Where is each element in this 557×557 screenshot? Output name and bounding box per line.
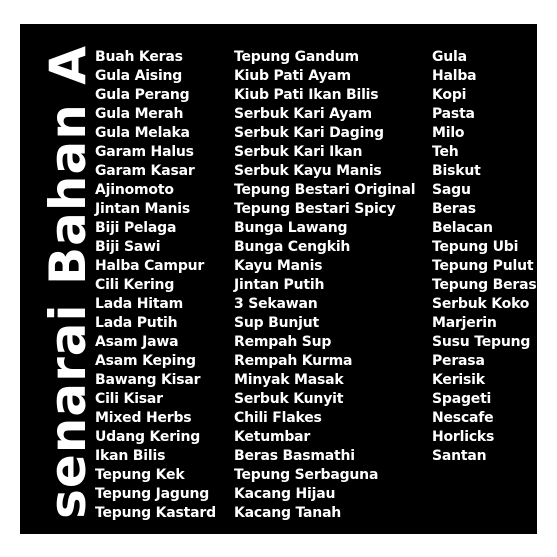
ingredient-column-1 [95, 48, 216, 523]
ingredient-item: Lada Hitam [95, 296, 183, 312]
ingredient-item: Garam Halus [95, 144, 194, 160]
ingredient-item: Serbuk Kunyit [234, 391, 344, 407]
ingredient-item: Pasta [432, 106, 475, 122]
ingredient-item: Garam Kasar [95, 163, 195, 179]
ingredient-item: Kayu Manis [234, 258, 323, 274]
ingredient-item: Serbuk Kayu Manis [234, 163, 382, 179]
ingredient-item: Tepung Pulut [432, 258, 534, 274]
ingredient-item: Serbuk Kari Ayam [234, 106, 372, 122]
ingredient-item: Ajinomoto [95, 182, 174, 198]
ingredient-item: Minyak Masak [234, 372, 344, 388]
ingredient-item: 3 Sekawan [234, 296, 318, 312]
ingredient-item: Kiub Pati Ayam [234, 68, 351, 84]
ingredient-item: Biji Pelaga [95, 220, 177, 236]
ingredient-item: Kacang Hijau [234, 486, 336, 502]
ingredient-item: Belacan [432, 220, 493, 236]
ingredient-item: Jintan Putih [234, 277, 325, 293]
ingredient-item: Marjerin [432, 315, 497, 331]
ingredient-item: Nescafe [432, 410, 494, 426]
ingredient-item: Bunga Cengkih [234, 239, 351, 255]
ingredient-item: Kopi [432, 87, 467, 103]
ingredient-item: Perasa [432, 353, 485, 369]
ingredient-item: Kiub Pati Ikan Bilis [234, 87, 379, 103]
ingredient-item: Rempah Sup [234, 334, 332, 350]
ingredient-item: Bawang Kisar [95, 372, 201, 388]
ingredient-item: Milo [432, 125, 465, 141]
ingredient-item: Beras [432, 201, 476, 217]
ingredient-item: Horlicks [432, 429, 495, 445]
ingredient-item: Asam Jawa [95, 334, 179, 350]
ingredient-item: Ikan Bilis [95, 448, 166, 464]
ingredient-item: Tepung Bestari Original [234, 182, 416, 198]
ingredient-item: Asam Keping [95, 353, 196, 369]
ingredient-item: Kerisik [432, 372, 485, 388]
ingredient-item: Santan [432, 448, 487, 464]
ingredient-item: Buah Keras [95, 49, 183, 65]
ingredient-item: Udang Kering [95, 429, 201, 445]
ingredient-item: Kacang Tanah [234, 505, 342, 521]
page-title: senarai Bahan A [39, 45, 97, 519]
ingredient-item: Rempah Kurma [234, 353, 353, 369]
ingredient-item: Tepung Ubi [432, 239, 519, 255]
ingredient-item: Halba [432, 68, 477, 84]
ingredient-item: Tepung Serbaguna [234, 467, 379, 483]
ingredient-item: Serbuk Kari Daging [234, 125, 384, 141]
ingredient-item: Susu Tepung [432, 334, 531, 350]
ingredient-item: Gula [432, 49, 467, 65]
ingredient-column-2 [234, 48, 415, 523]
ingredient-item: Mixed Herbs [95, 410, 192, 426]
ingredient-item: Cili Kering [95, 277, 175, 293]
ingredient-item: Chili Flakes [234, 410, 322, 426]
ingredient-item: Tepung Gandum [234, 49, 359, 65]
ingredient-item: Sagu [432, 182, 471, 198]
ingredient-item: Gula Merah [95, 106, 184, 122]
ingredient-item: Gula Melaka [95, 125, 190, 141]
ingredient-item: Halba Campur [95, 258, 205, 274]
ingredient-item: Tepung Beras [432, 277, 537, 293]
ingredient-item: Beras Basmathi [234, 448, 355, 464]
ingredient-item: Sup Bunjut [234, 315, 320, 331]
ingredient-item: Tepung Bestari Spicy [234, 201, 396, 217]
ingredient-item: Serbuk Koko [432, 296, 530, 312]
ingredient-item: Cili Kisar [95, 391, 163, 407]
ingredient-item: Teh [432, 144, 459, 160]
ingredient-item: Serbuk Kari Ikan [234, 144, 363, 160]
ingredient-item: Tepung Kek [95, 467, 185, 483]
ingredient-item: Spageti [432, 391, 492, 407]
ingredient-item: Biskut [432, 163, 481, 179]
ingredient-item: Jintan Manis [95, 201, 191, 217]
ingredient-item: Gula Perang [95, 87, 190, 103]
ingredient-item: Biji Sawi [95, 239, 161, 255]
ingredient-item: Gula Aising [95, 68, 183, 84]
ingredient-column-3 [432, 48, 537, 466]
ingredient-item: Lada Putih [95, 315, 178, 331]
ingredient-item: Tepung Jagung [95, 486, 210, 502]
ingredient-item: Ketumbar [234, 429, 311, 445]
ingredient-item: Bunga Lawang [234, 220, 348, 236]
ingredient-item: Tepung Kastard [95, 505, 216, 521]
vertical-title-container [38, 45, 98, 519]
ingredient-list-panel [20, 24, 537, 534]
